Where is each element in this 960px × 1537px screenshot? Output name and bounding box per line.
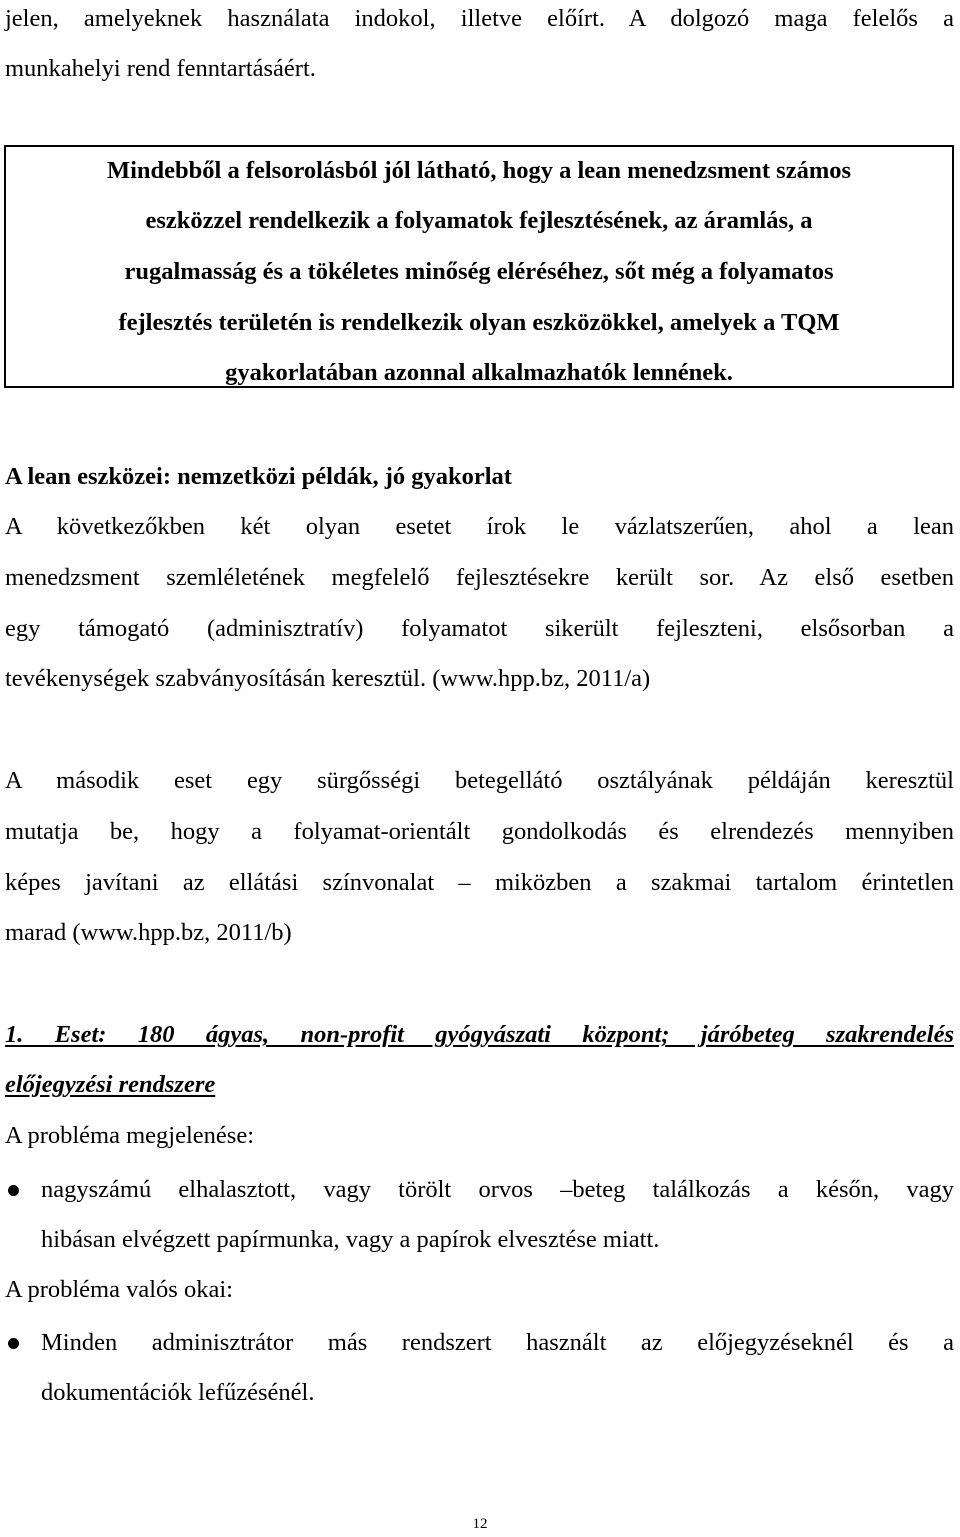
highlight-box (4, 145, 954, 388)
problem-bullet-line-1: nagyszámú elhalasztott, vagy törölt orvos –beteg találkozás a későn, vagy (41, 1176, 954, 1203)
bullet-icon (8, 1338, 19, 1349)
box-line-2: eszközzel rendelkezik a folyamatok fejlesztésének, az áramlás, a (145, 207, 813, 234)
para1-line-3: egy támogató (adminisztratív) folyamatot sikerült fejleszteni, elsősorban a (5, 615, 954, 642)
para1-line-1: A következőkben két olyan esetet írok le vázlatszerűen, ahol a lean (5, 513, 954, 540)
cause-bullet-line-1: Minden adminisztrátor más rendszert használt az előjegyzéseknél és a (41, 1329, 954, 1356)
box-line-4: fejlesztés területén is rendelkezik olyan eszközökkel, amelyek a TQM (118, 309, 840, 336)
problem-bullet-line-2: hibásan elvégzett papírmunka, vagy a papírok elvesztése miatt. (41, 1226, 660, 1253)
intro-line-1: jelen, amelyeknek használata indokol, illetve előírt. A dolgozó maga felelős a (5, 5, 954, 32)
section-heading: A lean eszközei: nemzetközi példák, jó gyakorlat (5, 463, 512, 490)
para1-line-4: tevékenységek szabványosításán keresztül. (www.hpp.bz, 2011/a) (5, 665, 651, 692)
case1-title-line-2: előjegyzési rendszere (5, 1071, 216, 1098)
para2-line-3: képes javítani az ellátási színvonalat – miközben a szakmai tartalom érintetlen (5, 869, 954, 896)
box-line-5: gyakorlatában azonnal alkalmazhatók lennének. (225, 359, 733, 386)
para2-line-2: mutatja be, hogy a folyamat-orientált gondolkodás és elrendezés mennyiben (5, 818, 954, 845)
problem-label: A probléma megjelenése: (5, 1122, 254, 1149)
cause-bullet-line-2: dokumentációk lefűzésénél. (41, 1379, 315, 1406)
para1-line-2: menedzsment szemléletének megfelelő fejlesztésekre került sor. Az első esetben (5, 564, 954, 591)
box-line-3: rugalmasság és a tökéletes minőség eléréséhez, sőt még a folyamatos (124, 258, 834, 285)
intro-line-2: munkahelyi rend fenntartásáért. (5, 55, 316, 82)
box-line-1: Mindebből a felsorolásból jól látható, hogy a lean menedzsment számos (106, 157, 852, 184)
case1-title-line-1: 1. Eset: 180 ágyas, non-profit gyógyászati központ; járóbeteg szakrendelés (5, 1021, 954, 1048)
para2-line-4: marad (www.hpp.bz, 2011/b) (5, 919, 292, 946)
para2-line-1: A második eset egy sürgősségi betegellátó osztályának példáján keresztül (5, 767, 954, 794)
page-number: 12 (472, 1516, 488, 1532)
bullet-icon (8, 1185, 19, 1196)
cause-label: A probléma valós okai: (5, 1276, 233, 1303)
